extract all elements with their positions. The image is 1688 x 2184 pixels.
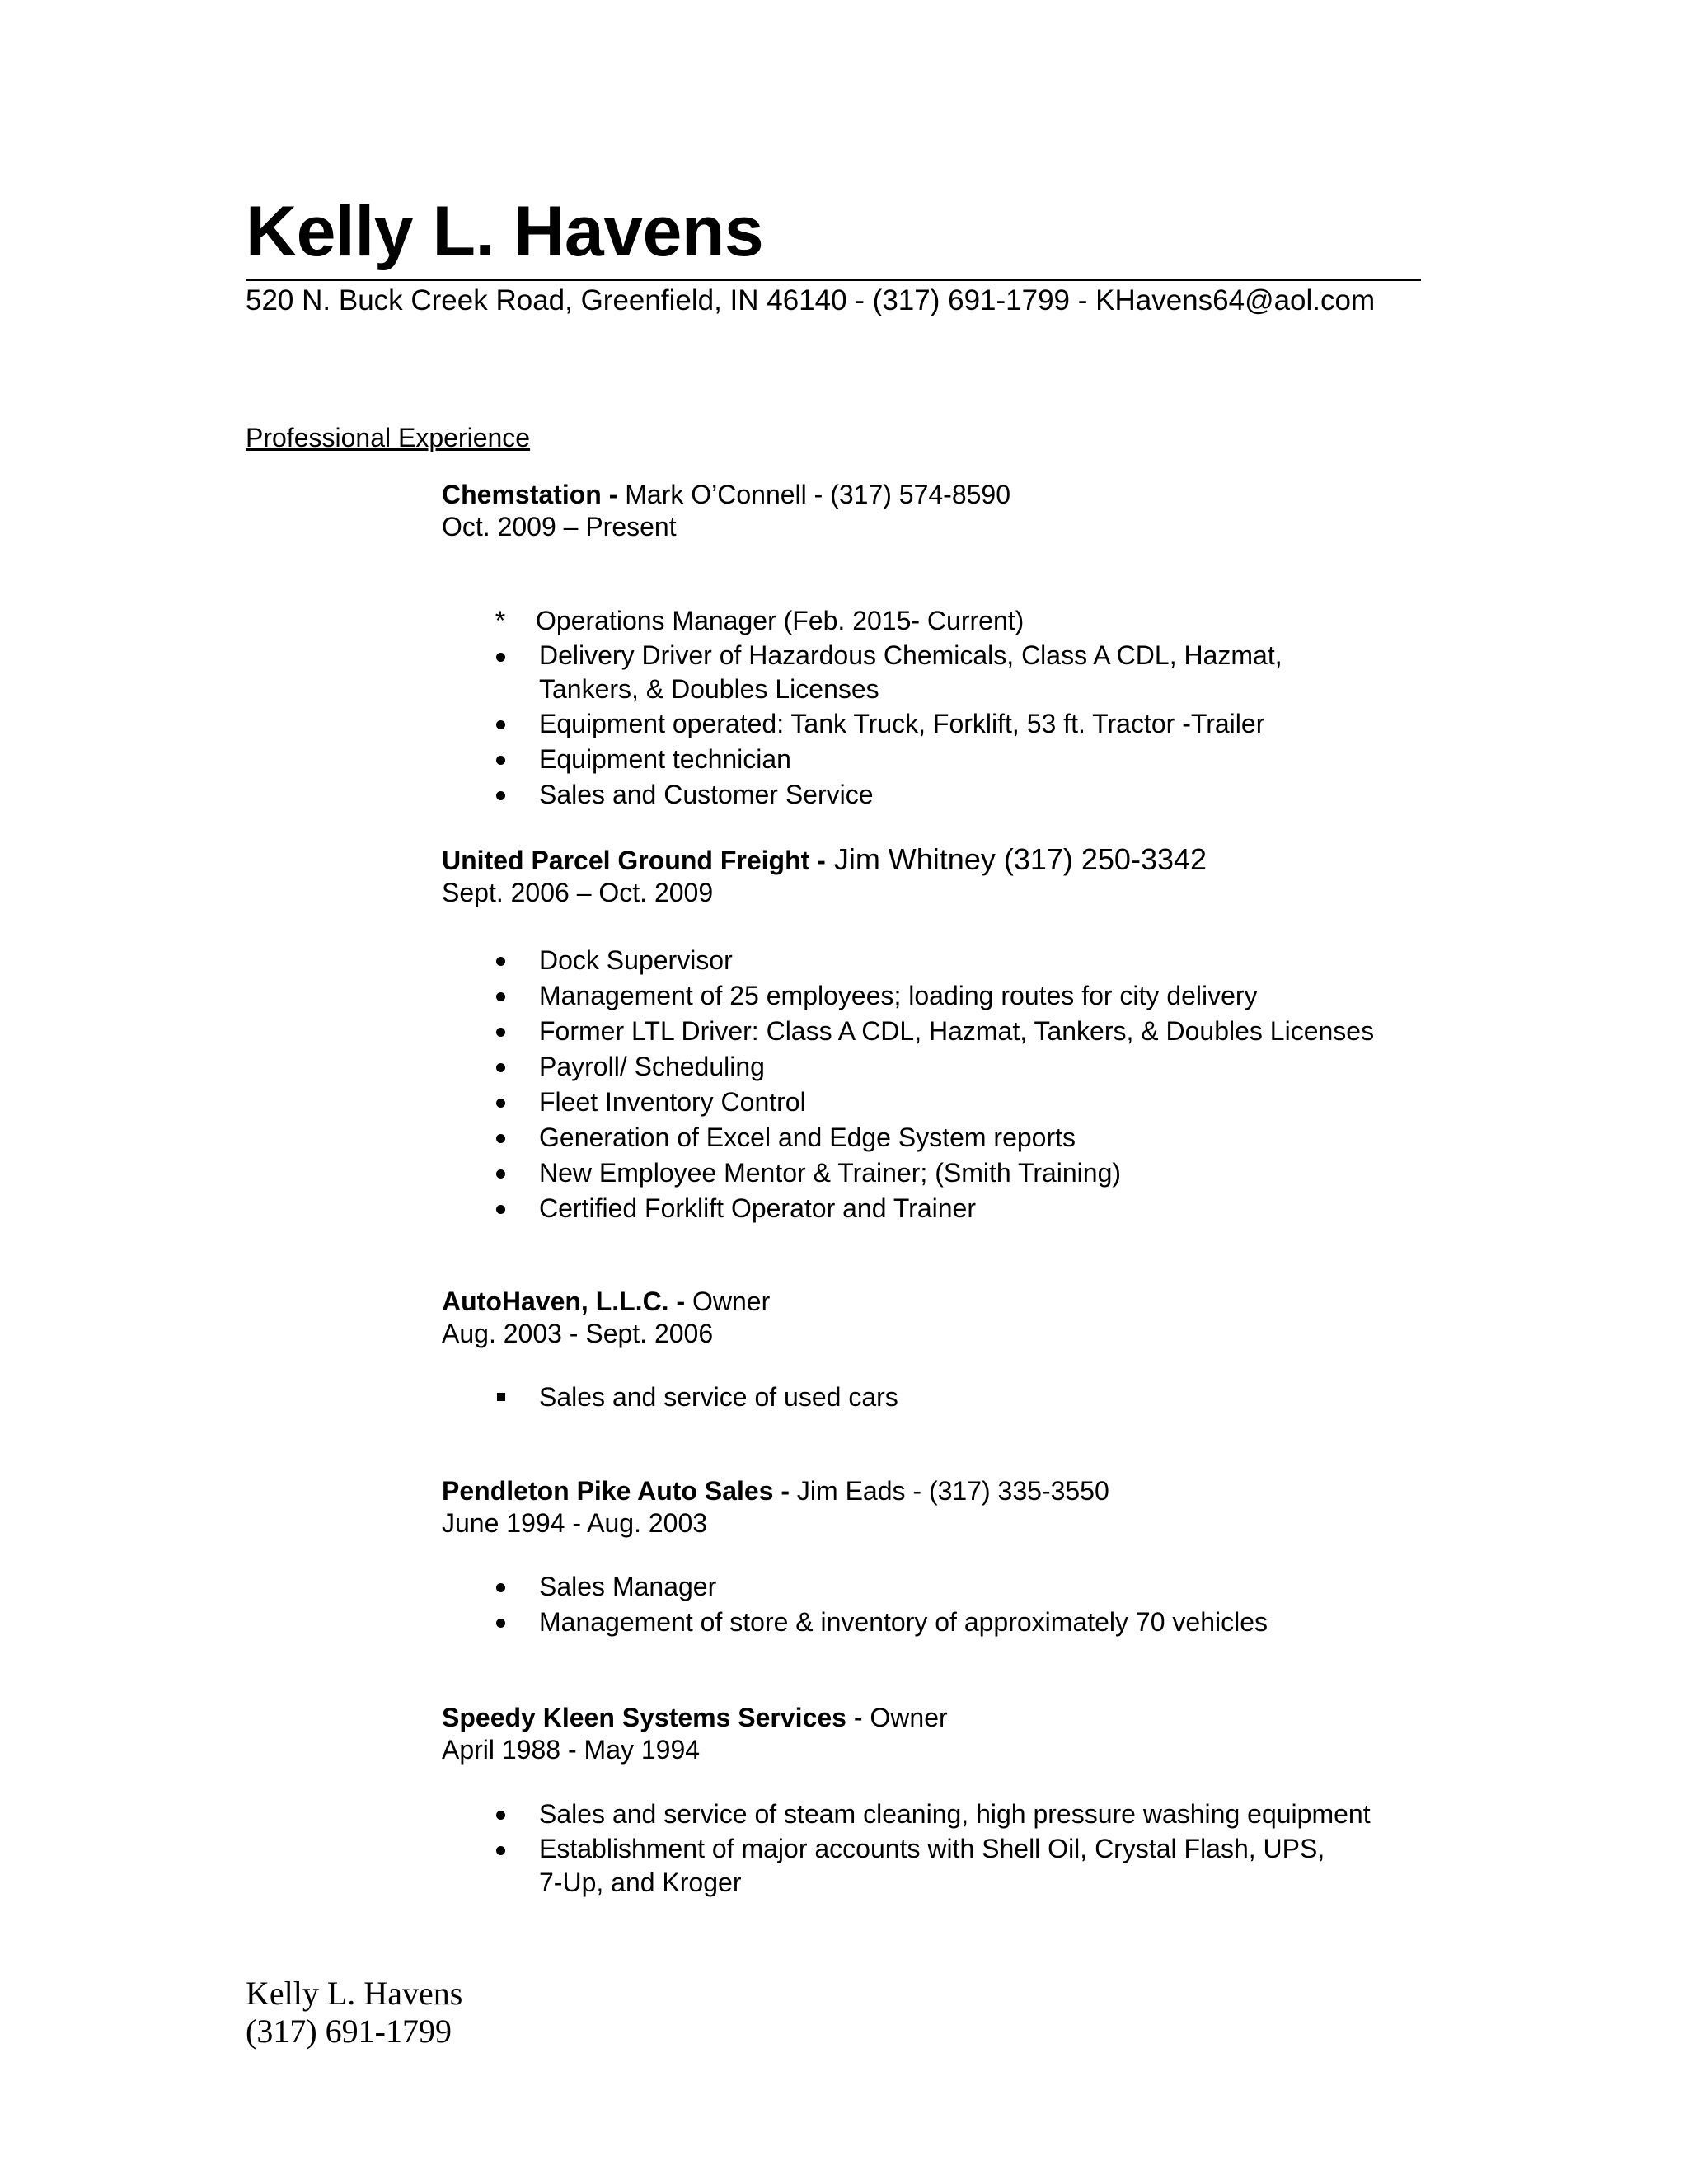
job-bullet-list <box>442 1380 1528 1415</box>
list-item <box>442 1380 1528 1415</box>
job-header <box>442 1702 948 1766</box>
section-heading-experience: Professional Experience <box>246 423 531 452</box>
header-rule <box>246 279 1421 281</box>
job-detail: Owner <box>685 1286 771 1316</box>
list-item-text: Sales Manager <box>539 1572 717 1601</box>
list-item-text: Equipment operated: Tank Truck, Forklift, 53 ft. Tractor -Trailer <box>539 709 1265 738</box>
list-item <box>442 1191 1528 1226</box>
job-company: Speedy Kleen Systems Services <box>442 1703 846 1732</box>
job-header <box>442 843 1207 909</box>
list-item <box>442 978 1528 1014</box>
contact-line: 520 N. Buck Creek Road, Greenfield, IN 46140 - (317) 691-1799 - KHavens64@aol.com <box>246 284 1376 316</box>
candidate-name: Kelly L. Havens <box>246 192 764 271</box>
bullet-marker: * <box>495 606 506 635</box>
job-dates: Aug. 2003 - Sept. 2006 <box>442 1319 714 1348</box>
list-item <box>442 777 1528 813</box>
list-item <box>442 1155 1528 1191</box>
list-item-text: Operations Manager (Feb. 2015- Current) <box>536 606 1025 635</box>
list-item-text: Equipment technician <box>539 744 791 774</box>
list-item <box>442 1085 1528 1120</box>
job-header <box>442 1286 770 1350</box>
job-detail: Jim Whitney (317) 250-3342 <box>825 842 1207 876</box>
list-item-text-cont: Tankers, & Doubles Licenses <box>539 674 879 704</box>
job-bullet-list <box>442 943 1528 1226</box>
job-header <box>442 479 1010 543</box>
list-item-text: Certified Forklift Operator and Trainer <box>539 1193 976 1223</box>
job-header <box>442 1475 1109 1540</box>
list-item-text: New Employee Mentor & Trainer; (Smith Training) <box>539 1158 1122 1188</box>
job-dates: Oct. 2009 – Present <box>442 512 677 541</box>
page-footer <box>246 1975 462 2050</box>
job-company: United Parcel Ground Freight - <box>442 846 826 875</box>
list-item <box>442 1014 1528 1049</box>
list-item <box>442 1120 1528 1155</box>
list-item <box>442 1797 1528 1832</box>
list-item-text: Payroll/ Scheduling <box>539 1052 765 1081</box>
list-item <box>442 1832 1528 1900</box>
list-item <box>442 1569 1528 1605</box>
list-item-text: Management of 25 employees; loading routes for city delivery <box>539 981 1258 1010</box>
list-item-text: Delivery Driver of Hazardous Chemicals, Class A CDL, Hazmat, <box>539 640 1282 670</box>
list-item-text: Management of store & inventory of approximately 70 vehicles <box>539 1607 1268 1637</box>
list-item-text: Former LTL Driver: Class A CDL, Hazmat, Tankers, & Doubles Licenses <box>539 1016 1375 1046</box>
job-detail: Mark O’Connell - (317) 574-8590 <box>617 480 1011 509</box>
list-item <box>442 742 1528 777</box>
job-dates: June 1994 - Aug. 2003 <box>442 1508 708 1538</box>
footer-name: Kelly L. Havens <box>246 1975 463 2012</box>
job-detail: Jim Eads - (317) 335-3550 <box>790 1476 1109 1506</box>
job-company: Chemstation - <box>442 480 618 509</box>
list-item <box>442 1049 1528 1085</box>
list-item-text: Sales and service of steam cleaning, high pressure washing equipment <box>539 1799 1371 1829</box>
list-item-text: Generation of Excel and Edge System reports <box>539 1122 1076 1152</box>
job-company: AutoHaven, L.L.C. - <box>442 1286 686 1316</box>
list-item-text-cont: 7-Up, and Kroger <box>539 1868 742 1897</box>
list-item-text: Sales and service of used cars <box>539 1382 898 1412</box>
list-item-text: Establishment of major accounts with Shell Oil, Crystal Flash, UPS, <box>539 1834 1325 1863</box>
list-item-text: Fleet Inventory Control <box>539 1087 806 1117</box>
list-item <box>442 639 1528 706</box>
job-dates: Sept. 2006 – Oct. 2009 <box>442 878 714 907</box>
footer-phone: (317) 691-1799 <box>246 2013 452 2050</box>
job-bullet-list <box>442 1569 1528 1640</box>
list-item <box>442 603 1525 639</box>
list-item-text: Dock Supervisor <box>539 945 733 975</box>
job-bullet-list <box>442 603 1528 813</box>
job-detail: - Owner <box>846 1703 948 1732</box>
job-company: Pendleton Pike Auto Sales - <box>442 1476 790 1506</box>
list-item-text: Sales and Customer Service <box>539 780 874 809</box>
list-item <box>442 706 1528 742</box>
job-dates: April 1988 - May 1994 <box>442 1735 701 1765</box>
job-bullet-list <box>442 1797 1528 1900</box>
list-item <box>442 1605 1528 1640</box>
list-item <box>442 943 1528 978</box>
